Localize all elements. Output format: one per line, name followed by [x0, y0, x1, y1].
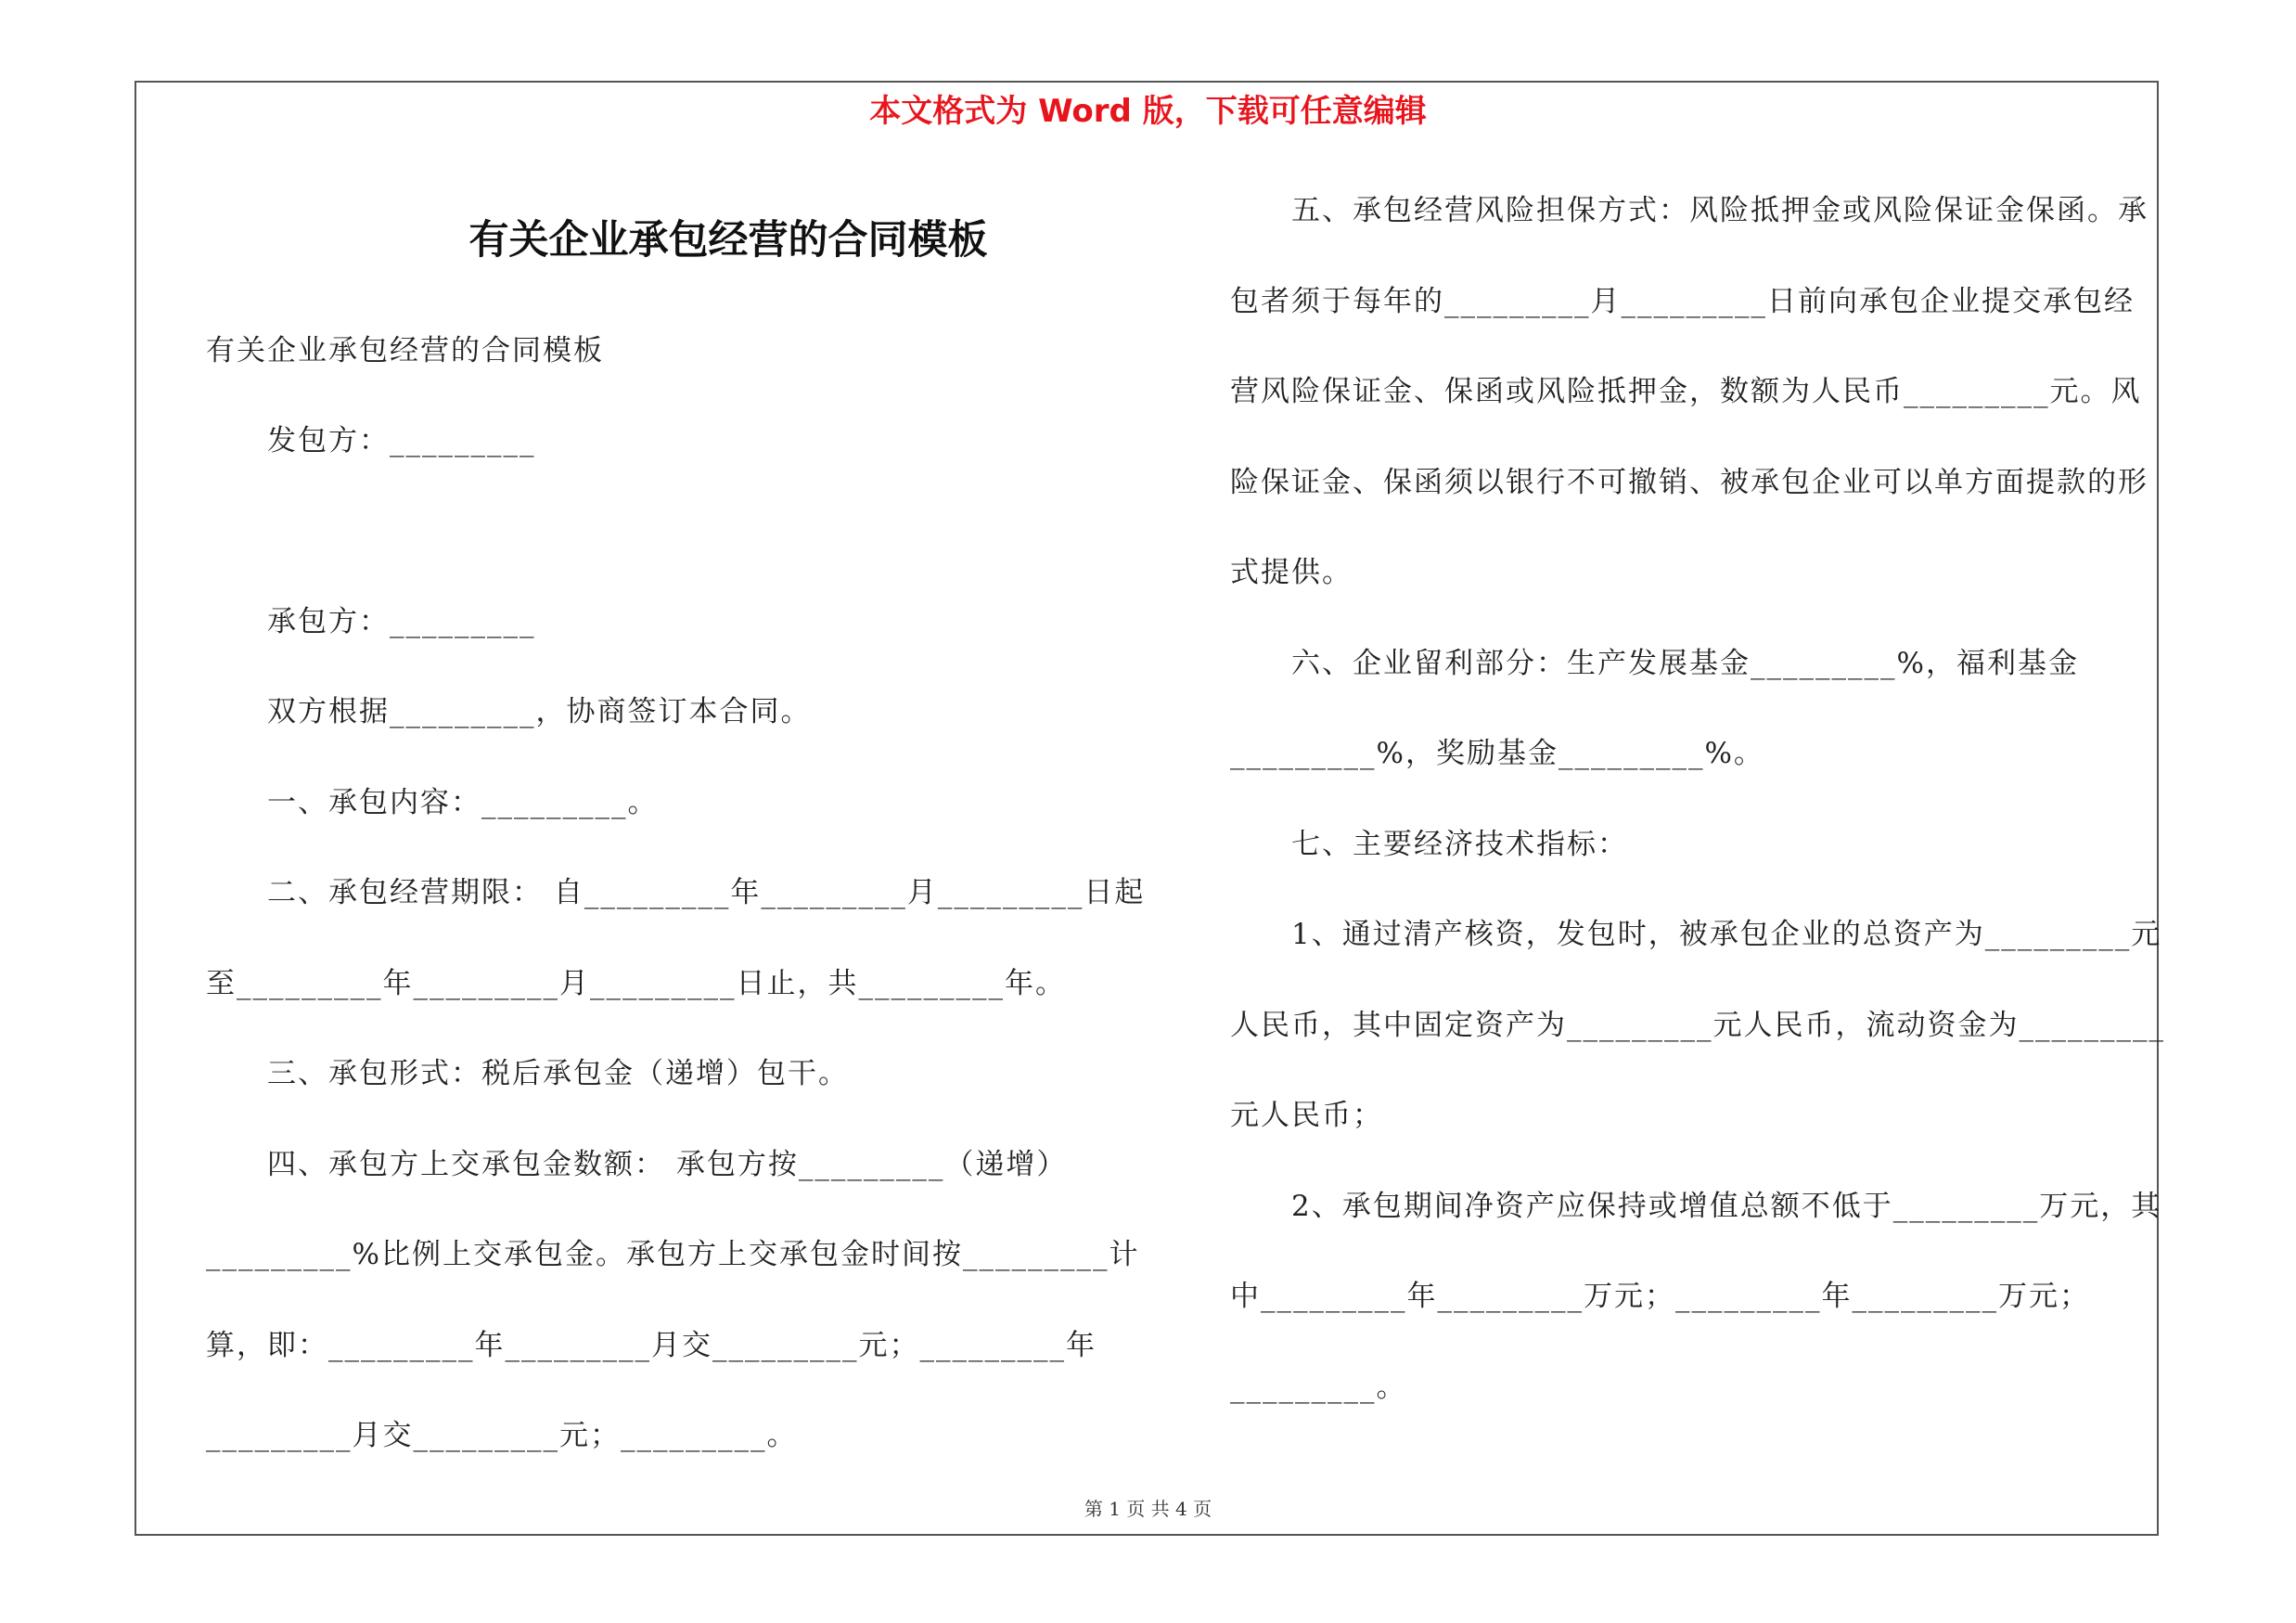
clause-2-line: 二、承包经营期限： 自_________年_________月_________日起 — [267, 876, 1146, 909]
agreement-basis-line: 双方根据_________，协商签订本合同。 — [267, 695, 812, 728]
contract-party-a-line: 发包方：_________ — [267, 424, 536, 457]
clause-4-continuation-line: _________%比例上交承包金。承包方上交承包金时间按_________计 — [206, 1238, 1140, 1271]
clause-4-line: 四、承包方上交承包金数额： 承包方按_________（递增） — [267, 1148, 1068, 1181]
document-title: 有关企业承包经营的合同模板 — [468, 217, 988, 264]
clause-5-continuation-line: 式提供。 — [1230, 556, 1353, 589]
clause-5-line: 五、承包经营风险担保方式：风险抵押金或风险保证金保函。承 — [1291, 194, 2148, 227]
clause-5-continuation-line: 包者须于每年的_________月_________日前向承包企业提交承包经 — [1230, 285, 2135, 318]
clause-7-item-1-continuation-line: 元人民币； — [1230, 1099, 1383, 1132]
clause-7-item-2-line: 2、承包期间净资产应保持或增值总额不低于_________万元，其 — [1291, 1190, 2162, 1223]
contract-party-b-line: 承包方：_________ — [267, 605, 536, 638]
clause-6-continuation-line: _________%，奖励基金_________%。 — [1230, 737, 1764, 770]
clause-6-line: 六、企业留利部分：生产发展基金_________%，福利基金 — [1291, 647, 2079, 680]
clause-4-continuation-line: _________月交_________元；_________。 — [206, 1419, 798, 1452]
clause-7-line: 七、主要经济技术指标： — [1291, 828, 1628, 861]
clause-2-continuation-line: 至_________年_________月_________日止，共_________年。 — [206, 967, 1066, 1000]
clause-3-line: 三、承包形式：税后承包金（递增）包干。 — [267, 1057, 849, 1090]
clause-7-item-1-line: 1、通过清产核资，发包时，被承包企业的总资产为_________元 — [1291, 918, 2162, 951]
clause-5-continuation-line: 营风险保证金、保函或风险抵押金，数额为人民币_________元。风 — [1230, 375, 2142, 408]
clause-7-item-1-continuation-line: 人民币，其中固定资产为_________元人民币，流动资金为_________ — [1230, 1009, 2165, 1042]
clause-5-continuation-line: 险保证金、保函须以银行不可撤销、被承包企业可以单方面提款的形 — [1230, 466, 2148, 499]
clause-4-continuation-line: 算，即：_________年_________月交_________元；_________年 — [206, 1329, 1097, 1362]
clause-1-line: 一、承包内容：_________。 — [267, 786, 659, 819]
word-format-notice: 本文格式为 Word 版，下载可任意编辑 — [869, 93, 1427, 130]
page-number: 第 1 页 共 4 页 — [1084, 1498, 1212, 1520]
clause-7-item-2-continuation-line: _________。 — [1230, 1371, 1407, 1404]
subtitle-line: 有关企业承包经营的合同模板 — [206, 334, 604, 367]
clause-7-item-2-continuation-line: 中_________年_________万元；_________年_________万元； — [1230, 1280, 2090, 1313]
